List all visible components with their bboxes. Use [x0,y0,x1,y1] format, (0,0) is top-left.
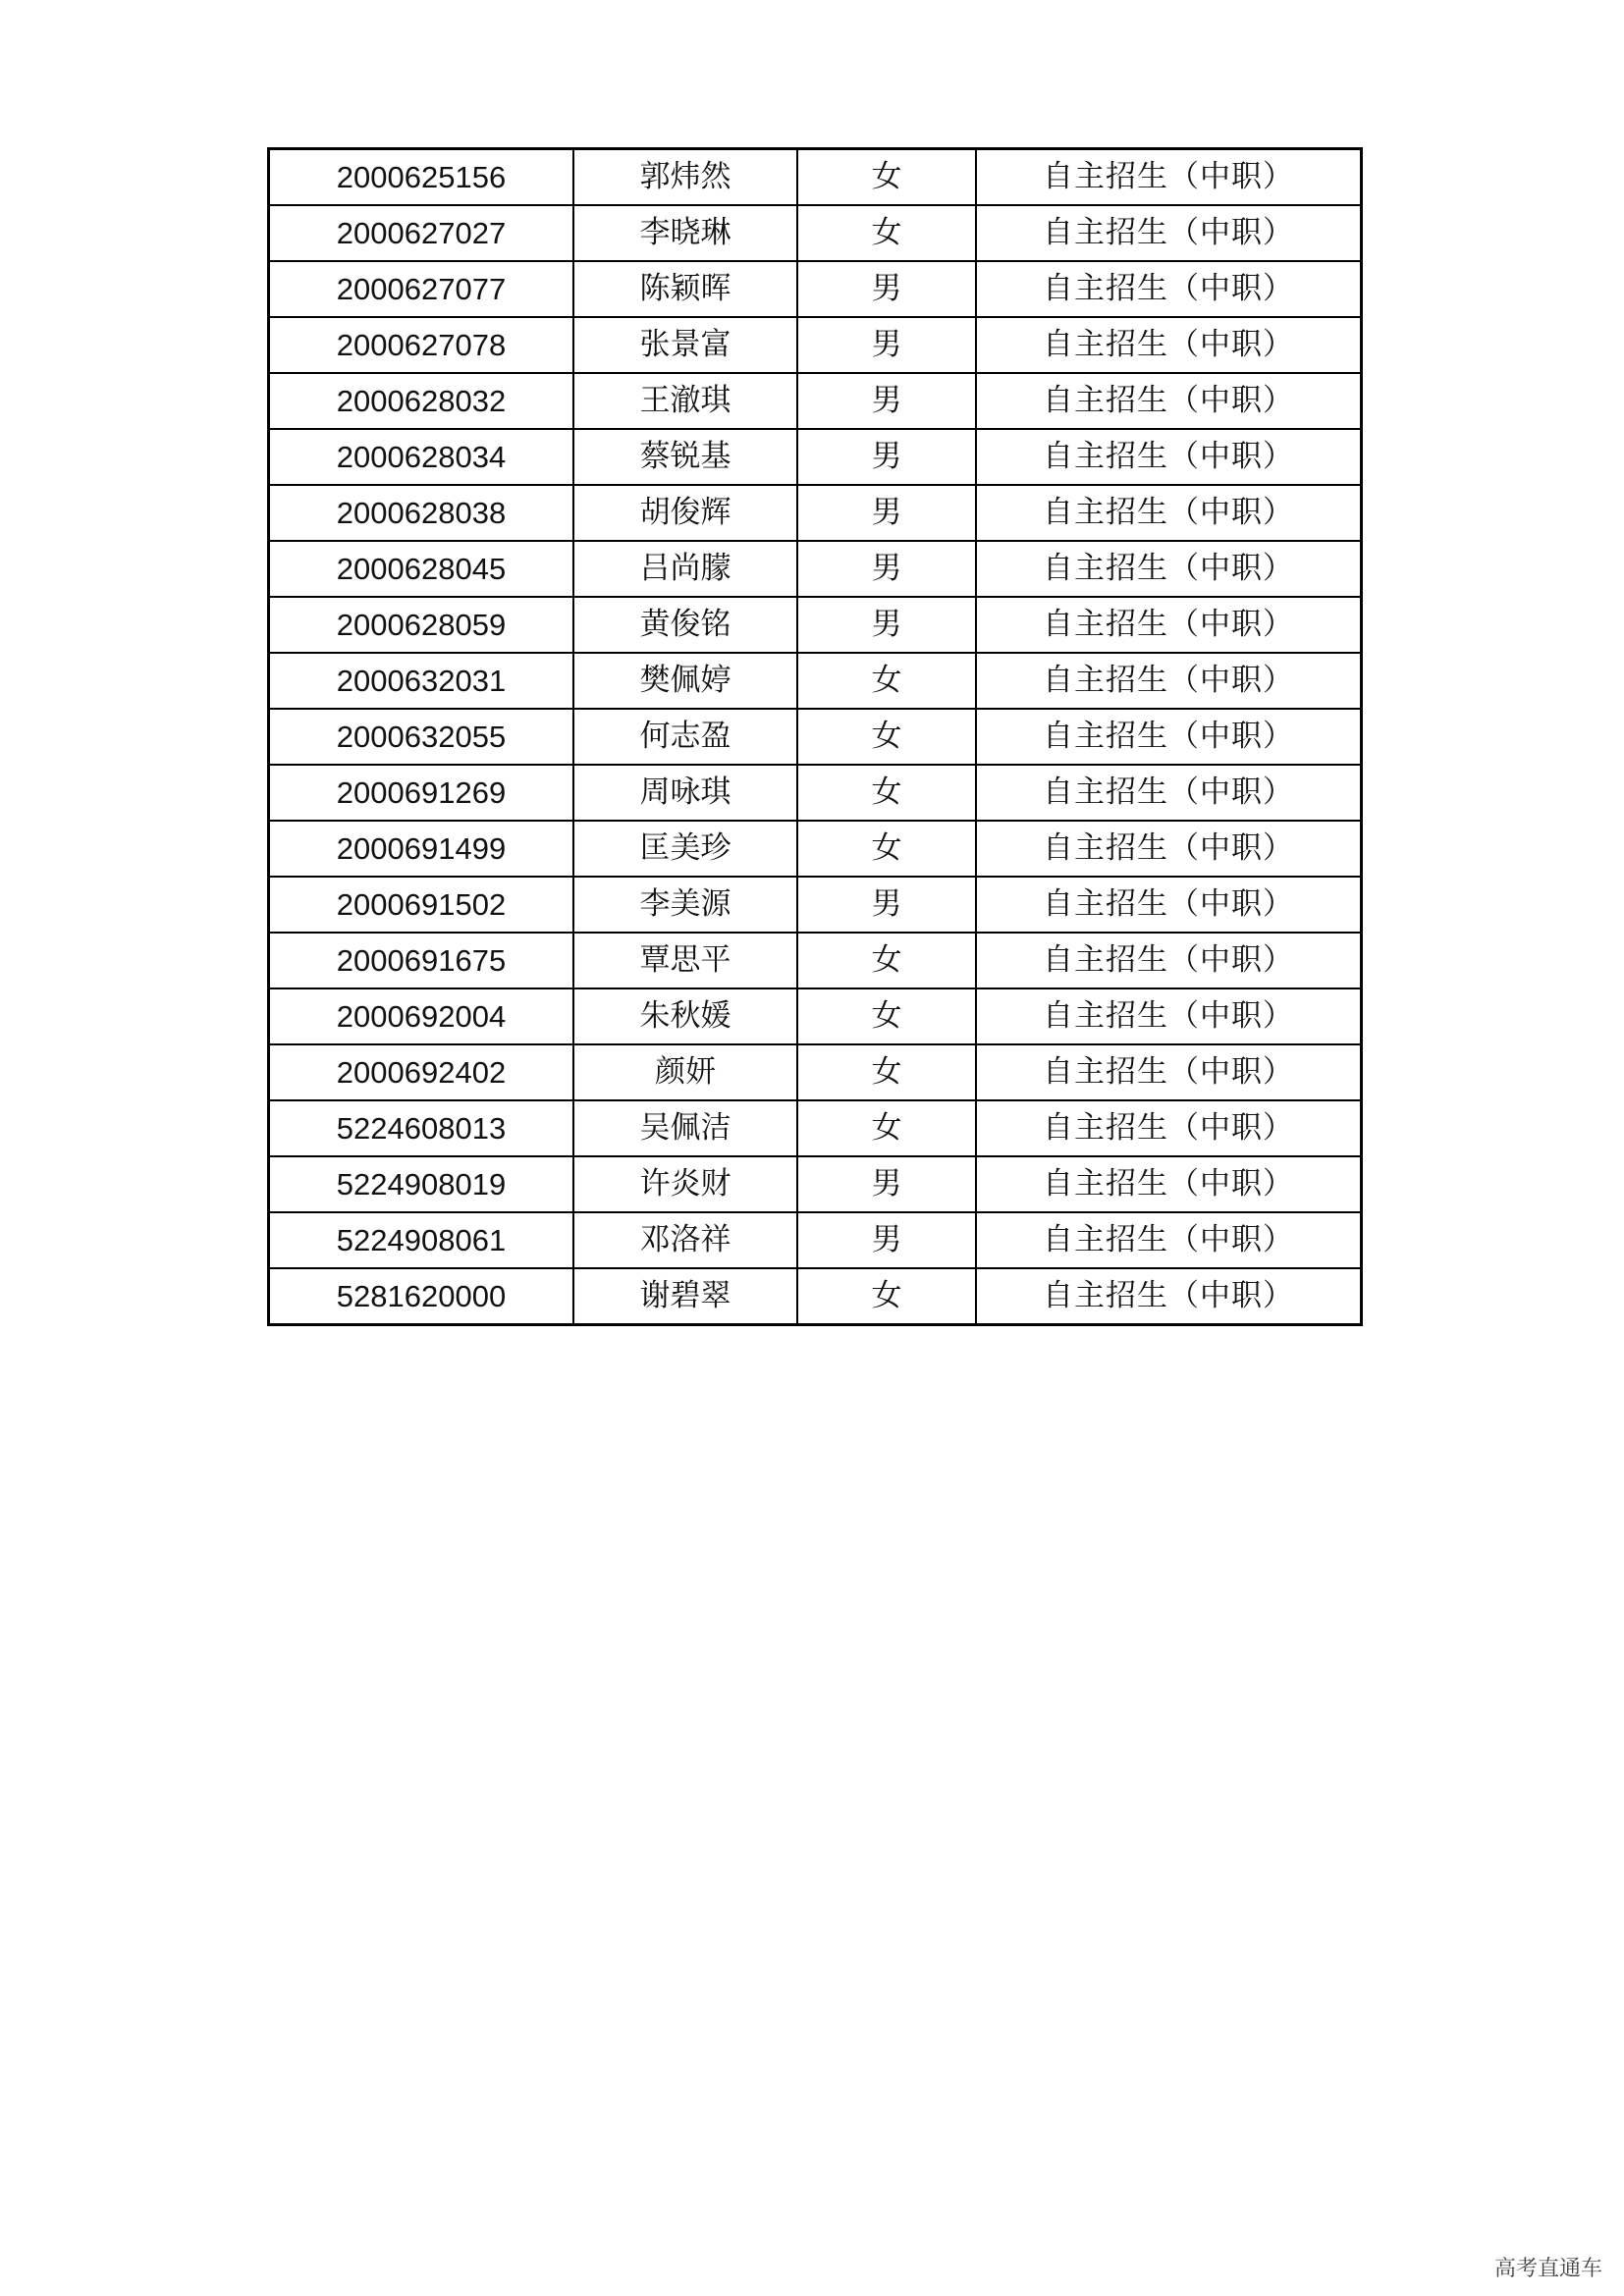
student-id-cell: 2000691269 [269,765,574,821]
student-name-cell: 郭炜然 [573,149,797,206]
student-name-cell: 谢碧翠 [573,1268,797,1325]
student-id-cell: 5224908019 [269,1156,574,1212]
gender-cell: 女 [797,709,976,765]
student-id-cell: 2000628045 [269,541,574,597]
admission-type-cell: 自主招生（中职） [976,653,1362,709]
student-id-cell: 2000632031 [269,653,574,709]
student-id-cell: 2000628059 [269,597,574,653]
student-id-cell: 2000627027 [269,205,574,261]
student-name-cell: 覃思平 [573,933,797,988]
gender-cell: 男 [797,597,976,653]
gender-cell: 女 [797,1100,976,1156]
student-name-cell: 何志盈 [573,709,797,765]
table-row [269,765,1362,821]
roster-table-body [269,149,1362,1325]
student-name-cell: 朱秋媛 [573,988,797,1044]
gender-cell: 女 [797,988,976,1044]
table-row [269,1268,1362,1325]
admission-type-cell: 自主招生（中职） [976,821,1362,877]
gender-cell: 男 [797,1212,976,1268]
gender-cell: 女 [797,149,976,206]
table-row [269,1100,1362,1156]
gender-cell: 男 [797,317,976,373]
student-id-cell: 2000625156 [269,149,574,206]
student-id-cell: 2000691502 [269,877,574,933]
gender-cell: 男 [797,877,976,933]
admission-type-cell: 自主招生（中职） [976,933,1362,988]
admission-type-cell: 自主招生（中职） [976,1156,1362,1212]
table-row [269,317,1362,373]
table-row [269,597,1362,653]
gender-cell: 女 [797,1044,976,1100]
admission-type-cell: 自主招生（中职） [976,709,1362,765]
student-name-cell: 匡美珍 [573,821,797,877]
student-id-cell: 2000632055 [269,709,574,765]
table-row [269,1212,1362,1268]
admission-type-cell: 自主招生（中职） [976,205,1362,261]
table-row [269,877,1362,933]
table-row [269,1044,1362,1100]
student-name-cell: 李晓琳 [573,205,797,261]
admission-type-cell: 自主招生（中职） [976,317,1362,373]
admission-type-cell: 自主招生（中职） [976,1044,1362,1100]
student-id-cell: 5224908061 [269,1212,574,1268]
student-name-cell: 黄俊铭 [573,597,797,653]
student-name-cell: 周咏琪 [573,765,797,821]
admission-type-cell: 自主招生（中职） [976,149,1362,206]
admission-type-cell: 自主招生（中职） [976,485,1362,541]
table-row [269,373,1362,429]
table-row [269,205,1362,261]
admission-type-cell: 自主招生（中职） [976,1212,1362,1268]
gender-cell: 男 [797,429,976,485]
gender-cell: 男 [797,485,976,541]
admission-type-cell: 自主招生（中职） [976,429,1362,485]
admission-type-cell: 自主招生（中职） [976,373,1362,429]
gender-cell: 女 [797,1268,976,1325]
table-row [269,485,1362,541]
student-id-cell: 2000628032 [269,373,574,429]
admission-type-cell: 自主招生（中职） [976,261,1362,317]
admission-roster-table [267,147,1363,1326]
gender-cell: 男 [797,541,976,597]
student-name-cell: 吴佩洁 [573,1100,797,1156]
student-id-cell: 2000628034 [269,429,574,485]
student-id-cell: 2000627077 [269,261,574,317]
gender-cell: 男 [797,261,976,317]
table-row [269,149,1362,206]
gender-cell: 男 [797,373,976,429]
student-name-cell: 陈颖晖 [573,261,797,317]
table-row [269,821,1362,877]
gender-cell: 女 [797,933,976,988]
table-row [269,429,1362,485]
student-name-cell: 胡俊辉 [573,485,797,541]
admission-type-cell: 自主招生（中职） [976,765,1362,821]
gender-cell: 女 [797,653,976,709]
student-id-cell: 2000691499 [269,821,574,877]
student-name-cell: 颜妍 [573,1044,797,1100]
table-row [269,1156,1362,1212]
gender-cell: 女 [797,205,976,261]
admission-type-cell: 自主招生（中职） [976,541,1362,597]
table-row [269,541,1362,597]
student-id-cell: 5281620000 [269,1268,574,1325]
gender-cell: 女 [797,765,976,821]
table-row [269,653,1362,709]
table-row [269,933,1362,988]
admission-type-cell: 自主招生（中职） [976,597,1362,653]
student-name-cell: 王澈琪 [573,373,797,429]
student-name-cell: 张景富 [573,317,797,373]
student-id-cell: 2000691675 [269,933,574,988]
admission-type-cell: 自主招生（中职） [976,877,1362,933]
gender-cell: 男 [797,1156,976,1212]
admission-type-cell: 自主招生（中职） [976,1268,1362,1325]
student-id-cell: 2000627078 [269,317,574,373]
student-name-cell: 蔡锐基 [573,429,797,485]
student-name-cell: 邓洛祥 [573,1212,797,1268]
table-row [269,261,1362,317]
student-id-cell: 5224608013 [269,1100,574,1156]
student-name-cell: 樊佩婷 [573,653,797,709]
table-row [269,709,1362,765]
admission-type-cell: 自主招生（中职） [976,1100,1362,1156]
table-row [269,988,1362,1044]
student-id-cell: 2000692004 [269,988,574,1044]
student-id-cell: 2000628038 [269,485,574,541]
student-name-cell: 李美源 [573,877,797,933]
watermark: 高考直通车 [1493,2257,1602,2281]
gender-cell: 女 [797,821,976,877]
student-name-cell: 许炎财 [573,1156,797,1212]
student-id-cell: 2000692402 [269,1044,574,1100]
admission-type-cell: 自主招生（中职） [976,988,1362,1044]
student-name-cell: 吕尚朦 [573,541,797,597]
